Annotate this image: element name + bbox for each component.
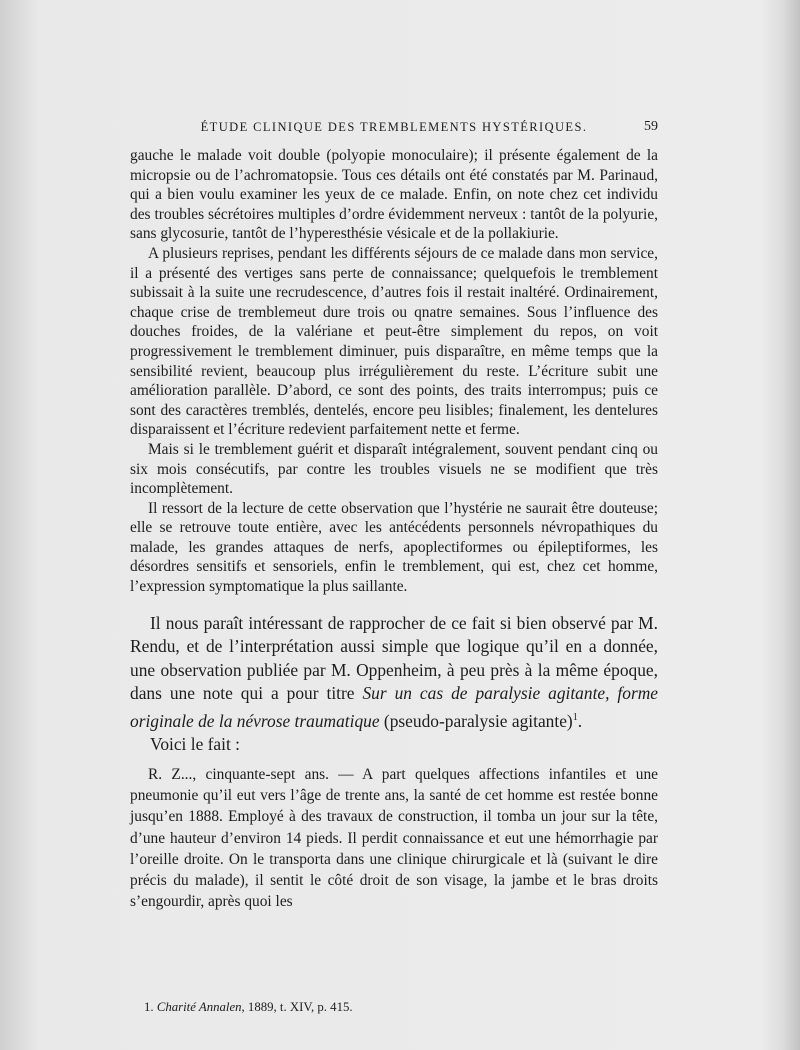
page-header xyxy=(130,120,658,135)
page-number: 59 xyxy=(644,119,658,134)
paragraph-conclusion: Il ressort de la lecture de cette observation que l’hystérie ne saurait être douteuse; elle se retrouve toute entière, avec les antécédents personnels névropathiques du malade, les grandes attaques de nerfs, apoplectiformes ou épileptiformes, les désordres sensitifs et sensoriels, enfin le tremblement, qui est, chez cet homme, l’expression symptomatique la plus saillante. xyxy=(130,499,658,596)
sentence-end: . xyxy=(577,710,583,731)
large-text-block xyxy=(130,612,658,757)
footnote-reference: 1 xyxy=(572,712,578,724)
footnote-details: , 1889, t. XIV, p. 415. xyxy=(241,1000,353,1014)
article-subtitle: (pseudo-paralysie agitante) xyxy=(379,710,573,731)
paragraph-guerison: Mais si le tremblement guérit et disparaît intégralement, souvent pendant cinq ou six mois consécutifs, par contre les troubles visuels ne se modifient que très incomplètement. xyxy=(130,440,658,498)
paragraph-continuation: gauche le malade voit double (polyopie monoculaire); il présente également de la micropsie ou de l’achromatopsie. Tous ces détails ont été constatés par M. Parinaud, qui a bien voulu examiner les yeux de ce malade. Enfin, on note chez cet individu des troubles sécrétoires multiples d’ordre évidemment nerveux : tantôt de la polyurie, sans glycosurie, tantôt de l’hyperesthésie vésicale et de la pollakiurie. xyxy=(130,147,658,243)
footnote-source: Charité Annalen xyxy=(156,1000,242,1014)
paragraph-oppenheim xyxy=(130,612,658,734)
oppenheim-intro: Il nous paraît intéressant de rapprocher de ce fait si bien observé par M. Rendu, et de l’interprétation aussi simple que logique qu’il en a donnée, une observation publiée par M. Oppenheim, à peu près à la même époque, dans une note qui a pour titre xyxy=(130,612,658,704)
small-text-block xyxy=(130,146,658,597)
page-edge-shadow xyxy=(782,0,800,1050)
case-report xyxy=(130,764,658,912)
article-title: Sur un cas de paralysie agitante, forme originale de la névrose traumatique xyxy=(130,683,659,731)
paragraph-vertiges: A plusieurs reprises, pendant les différents séjours de ce malade dans mon service, il a présenté des vertiges sans perte de connaissance; quelquefois le tremblement subissait à la suite une recrudescence, d’autres fois il restait inaltéré. Ordinairement, chaque crise de tremblemeut dure trois ou qnatre semaines. Sous l’influence des douches froides, de la valériane et peut-être simplement du repos, on voit progressivement le tremblement diminuer, puis disparaître, en même temps que la sensibilité revient, beaucoup plus irrégulièrement du reste. L’écriture subit une amélioration parallèle. D’abord, ce sont des points, des traits interrompus; puis ce sont des caractères tremblés, dentelés, encore peu lisibles; finalement, les dentelures disparaissent et l’écriture redevient parfaitement nette et ferme. xyxy=(130,244,658,439)
case-paragraph: R. Z..., cinquante-sept ans. — A part quelques affections infantiles et une pneumonie qu’il eut vers l’âge de trente ans, la santé de cet homme est restée bonne jusqu’en 1888. Employé à des travaux de construction, il tomba un jour sur la tête, d’une hauteur d’environ 14 pieds. Il perdit connaissance et eut une hémorrhagie par l’oreille droite. On le transporta dans une clinique chirurgicale et là (suivant le dire précis du malade), il sentit le côté droit de son visage, la jambe et le bras droits s’engourdir, après quoi les xyxy=(130,766,658,911)
footnote-number: 1. xyxy=(144,1000,154,1014)
page-body xyxy=(130,146,658,912)
voici-le-fait: Voici le fait : xyxy=(150,734,240,755)
running-title: ÉTUDE CLINIQUE DES TREMBLEMENTS HYSTÉRIQUES. xyxy=(200,120,588,134)
footnote xyxy=(144,1000,654,1015)
